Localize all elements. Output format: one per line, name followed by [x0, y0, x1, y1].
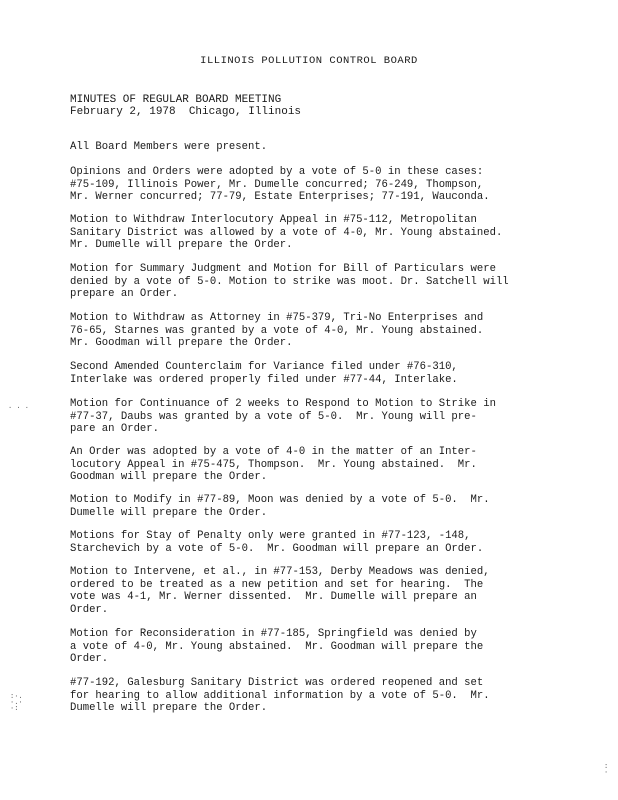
paragraph-galesburg: #77-192, Galesburg Sanitary District was ordered reopened and set for hearing to allow additional information by a vote of 5-0. Mr. Dumelle will prepare the Order. [70, 677, 490, 715]
paragraph-counterclaim: Second Amended Counterclaim for Variance filed under #76-310, Interlake was ordered properly filed under #77-44, Interlake. [70, 361, 458, 386]
paragraph-withdraw-appeal: Motion to Withdraw Interlocutory Appeal in #75-112, Metropolitan Sanitary District was allowed by a vote of 4-0, Mr. Young abstained. Mr. Dumelle will prepare the Order. [70, 214, 503, 252]
paragraph-intervene: Motion to Intervene, et al., in #77-153, Derby Meadows was denied, ordered to be treated as a new petition and set for hearing. The vote was 4-1, Mr. Werner dissented. Mr. Dumelle will prepare an Order. [70, 566, 490, 616]
meeting-heading [70, 94, 301, 118]
scan-artifact: :·. ·.· ·: [10, 693, 23, 713]
paragraph-opinions-orders: Opinions and Orders were adopted by a vote of 5-0 in these cases: #75-109, Illinois Power, Mr. Dumelle concurred; 76-249, Thompson, Mr. Werner concurred; 77-79, Estate Enterprises; 77-191, Wauconda. [70, 166, 490, 204]
paragraph-motion-modify: Motion to Modify in #77-89, Moon was denied by a vote of 5-0. Mr. Dumelle will prepare the Order. [70, 494, 490, 519]
paragraph-interlocutory-order: An Order was adopted by a vote of 4-0 in the matter of an Inter- locutory Appeal in #75-475, Thompson. Mr. Young abstained. Mr. Goodman will prepare the Order. [70, 446, 477, 484]
paragraph-withdraw-attorney: Motion to Withdraw as Attorney in #75-379, Tri-No Enterprises and 76-65, Starnes was granted by a vote of 4-0, Mr. Young abstained. Mr. Goodman will prepare the Order. [70, 312, 484, 350]
paragraph-reconsideration: Motion for Reconsideration in #77-185, Springfield was denied by a vote of 4-0, Mr. Young abstained. Mr. Goodman will prepare the Order. [70, 628, 484, 666]
paragraph-stay-penalty: Motions for Stay of Penalty only were granted in #77-123, -148, Starchevich by a vote of 5-0. Mr. Goodman will prepare an Order. [70, 530, 484, 555]
scan-artifact: . . . [8, 403, 30, 411]
board-header: ILLINOIS POLLUTION CONTROL BOARD [200, 55, 418, 67]
meeting-title: MINUTES OF REGULAR BOARD MEETING [70, 94, 282, 106]
paragraph-continuance: Motion for Continuance of 2 weeks to Respond to Motion to Strike in #77-37, Daubs was granted by a vote of 5-0. Mr. Young will pre- pare an Order. [70, 398, 496, 436]
scan-artifact: : · [604, 763, 609, 777]
paragraph-summary-judgment: Motion for Summary Judgment and Motion for Bill of Particulars were denied by a vote of 5-0. Motion to strike was moot. Dr. Satchell will prepare an Order. [70, 263, 509, 301]
meeting-date: February 2, 1978 Chicago, Illinois [70, 106, 302, 118]
paragraph-attendance: All Board Members were present. [70, 141, 268, 153]
